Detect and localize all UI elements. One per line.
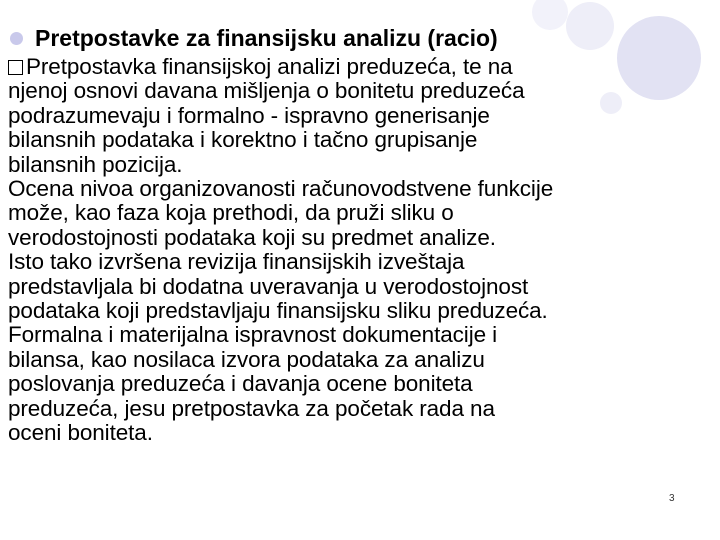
paragraph-line-text: podrazumevaju i formalno - ispravno generisanje: [8, 102, 490, 128]
paragraph-line: [8, 176, 720, 202]
body-paragraph: [8, 323, 720, 445]
paragraph-line-text: bilansnih pozicija.: [8, 151, 183, 177]
paragraph-line-text: oceni boniteta.: [8, 420, 153, 446]
paragraph-line: [8, 151, 720, 177]
body-paragraph: [8, 55, 720, 177]
slide-body: [8, 55, 720, 446]
paragraph-line: [8, 200, 720, 226]
slide-title: [10, 24, 498, 52]
paragraph-line: [8, 127, 720, 153]
title-bullet-icon: [10, 32, 23, 45]
paragraph-line-text: predstavljala bi dodatna uveravanja u verodostojnost: [8, 273, 529, 299]
paragraph-line-text: Ocena nivoa organizovanosti računovodstvene funkcije: [8, 176, 554, 202]
body-paragraph: [8, 177, 720, 250]
paragraph-line-text: njenoj osnovi davana mišljenja o bonitetu preduzeća: [8, 78, 525, 104]
page-number: 3: [669, 493, 675, 504]
paragraph-line: [8, 420, 720, 446]
paragraph-line: [8, 78, 720, 104]
paragraph-line-text: bilansa, kao nosilaca izvora podataka za analizu: [8, 346, 485, 372]
paragraph-line-text: Pretpostavka finansijskoj analizi preduzeća, te na: [26, 54, 513, 79]
paragraph-line: [8, 395, 720, 421]
paragraph-line-text: poslovanja preduzeća i davanja ocene boniteta: [8, 371, 473, 397]
paragraph-line: [8, 346, 720, 372]
paragraph-line: [8, 224, 720, 250]
paragraph-line: [8, 273, 720, 299]
paragraph-line-text: preduzeća, jesu pretpostavka za početak rada na: [8, 395, 495, 421]
body-paragraph: [8, 250, 720, 323]
slide-title-text: Pretpostavke za finansijsku analizu (racio): [35, 25, 498, 51]
checkbox-bullet-icon: [8, 60, 23, 75]
paragraph-line: [8, 102, 720, 128]
paragraph-line: [8, 322, 720, 348]
paragraph-line-text: može, kao faza koja prethodi, da pruži sliku o: [8, 200, 454, 226]
paragraph-line-text: verodostojnosti podataka koji su predmet analize.: [8, 224, 496, 250]
decorative-circle-small: [532, 0, 568, 30]
paragraph-line: [8, 298, 720, 324]
paragraph-line: [8, 249, 720, 275]
paragraph-line-text: bilansnih podataka i korektno i tačno grupisanje: [8, 127, 478, 153]
paragraph-line-text: Isto tako izvršena revizija finansijskih izveštaja: [8, 249, 465, 275]
paragraph-line-text: podataka koji predstavljaju finansijsku sliku preduzeća.: [8, 298, 548, 324]
paragraph-line: [26, 54, 720, 79]
paragraph-line: [8, 371, 720, 397]
paragraph-line-text: Formalna i materijalna ispravnost dokumentacije i: [8, 322, 498, 348]
decorative-circle-medium: [566, 2, 614, 50]
